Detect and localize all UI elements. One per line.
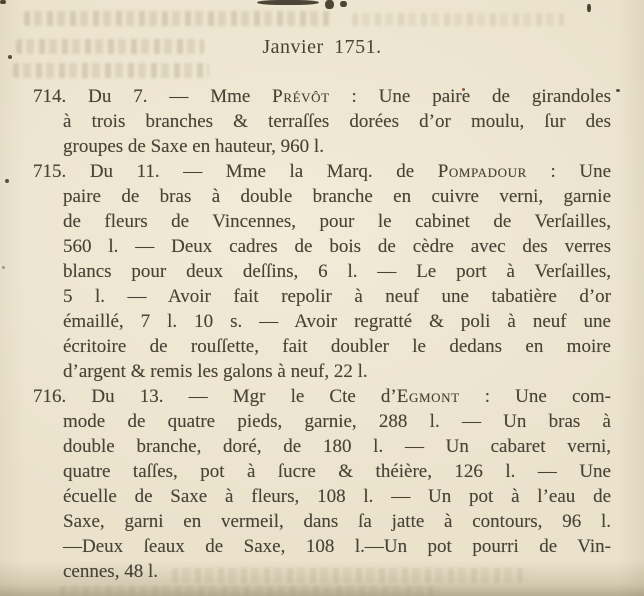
top-crop-fragment [257,0,319,5]
entry-text: 715. Du 11. — Mme la Marq. de [33,161,438,182]
entry-715-line [33,159,611,184]
bleedthrough-smudge [60,586,440,595]
bleedthrough-smudge [24,11,332,26]
entry-716-line [33,484,611,509]
entry-text: double branche, doré, de 180 l. — Un cabaret verni, [63,436,611,457]
top-crop-fragment [340,1,347,7]
entry-716-line [33,384,611,409]
client-name: Pompadour [437,161,527,182]
entry-715-line [33,209,611,234]
entry-text: 714. Du 7. — Mme [33,86,273,107]
client-name: Prévôt [272,86,330,107]
page-title: Janvier 1751. [262,36,382,58]
entry-716-line [33,559,611,584]
entry-text: paire de bras à double branche en cuivre verni, garnie [63,186,611,207]
entry-text: : Une [526,161,611,182]
entry-text: quatre taſſes, pot à ſucre & théière, 126 l. — Une [63,461,611,482]
entry-text: : Une com- [459,386,611,407]
entry-text: à trois branches & terraſſes dorées d’or moulu, ſur des [63,111,611,132]
entry-text: de fleurs de Vincennes, pour le cabinet de Verſailles, [63,211,611,232]
entry-text: : Une paire de girandoles [329,86,611,107]
entry-714-line [33,109,611,134]
ink-speck [5,179,9,183]
entry-text: Saxe, garni en vermeil, dans ſa jatte à contours, 96 l. [63,511,611,532]
entry-716-line [33,434,611,459]
entry-text: —Deux ſeaux de Saxe, 108 l.—Un pot pourri de Vin- [63,536,611,557]
entry-716-line [33,534,611,559]
entry-text: 5 l. — Avoir fait repolir à neuf une tabatière d’or [63,286,611,307]
entry-text: blancs pour deux deſſins, 6 l. — Le port à Verſailles, [63,261,611,282]
entry-715-line [33,334,611,359]
bleedthrough-smudge [352,13,564,26]
entry-text: émaillé, 7 l. 10 s. — Avoir regratté & poli à neuf une [63,311,611,332]
entry-text: groupes de Saxe en hauteur, 960 l. [63,136,324,157]
entry-text: cennes, 48 l. [63,561,158,582]
entry-716-line [33,509,611,534]
top-crop-fragment [0,0,6,4]
entry-716-line [33,409,611,434]
entry-716-line [33,459,611,484]
ink-speck [2,266,5,269]
entry-714-line [33,84,611,109]
entry-text: écritoire de rouſſette, fait doubler le dedans en moire [63,336,611,357]
client-name: Egmont [396,386,460,407]
entry-text: écuelle de Saxe à fleurs, 108 l. — Un pot à l’eau de [63,486,611,507]
entry-715-line [33,309,611,334]
entry-715-line [33,184,611,209]
entry-714-line [33,134,611,159]
bleedthrough-smudge [13,63,209,78]
entry-715-line [33,259,611,284]
ink-speck [616,89,620,92]
entry-715-line [33,284,611,309]
entry-715-line [33,359,611,384]
entry-text: 560 l. — Deux cadres de bois de cèdre avec des verres [63,236,611,257]
entry-text: mode de quatre pieds, garnie, 288 l. — Un bras à [63,411,611,432]
entry-text: 716. Du 13. — Mgr le Cte d’ [33,386,397,407]
entry-text: d’argent & remis les galons à neuf, 22 l. [63,361,368,382]
top-crop-fragment [587,4,591,12]
text-block [33,84,611,584]
entry-715-line [33,234,611,259]
top-crop-fragment [325,0,334,9]
